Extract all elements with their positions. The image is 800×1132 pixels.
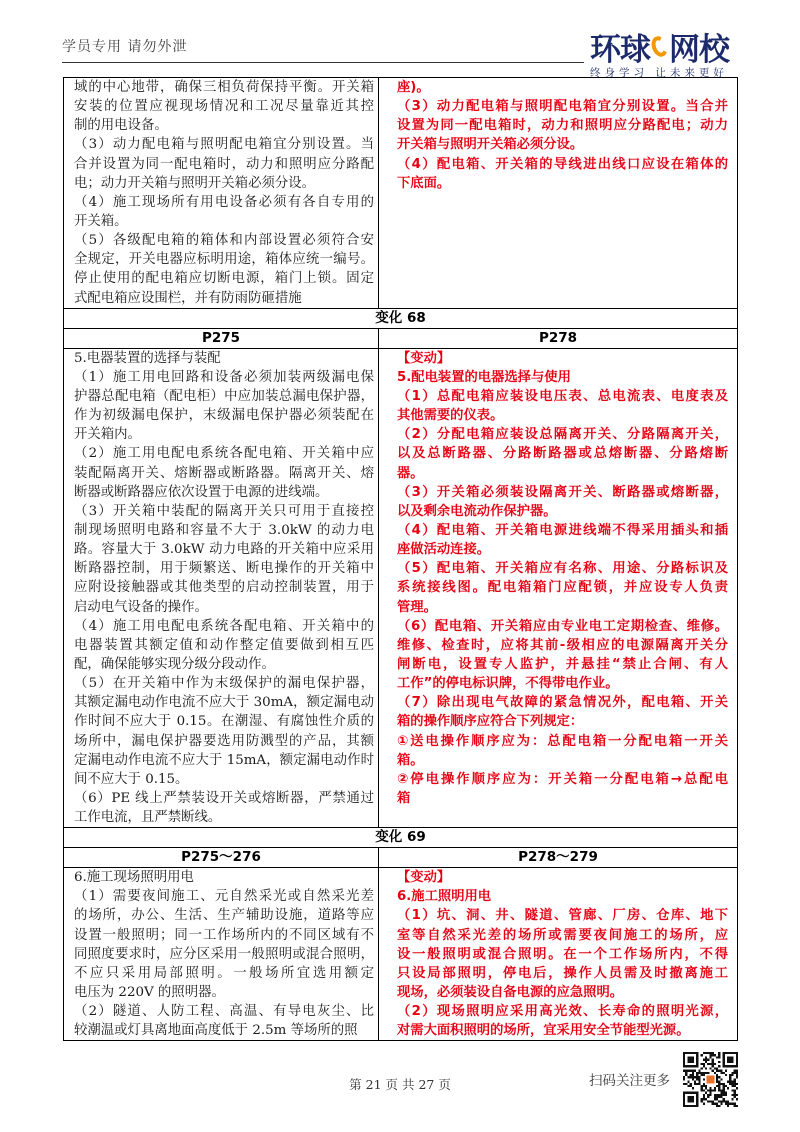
original-text-line: 同照度要求时，应分区采用一般照明或混合照明，	[74, 946, 374, 962]
original-text-line: 全规定，开关电器应标明用途，箱体应统一编号。	[74, 252, 374, 268]
original-text-line: （1）需要夜间施工、元自然采光或自然采光差	[74, 889, 374, 905]
page-ref-row	[64, 328, 737, 348]
revised-text-line: ①送电操作顺序应为：总配电箱一分配电箱一开关	[397, 733, 728, 749]
original-text-line: 间不应大于 0.15。	[74, 771, 189, 787]
revised-text-line: （7）除出现电气故障的紧急情况外，配电箱、开关	[397, 695, 728, 711]
revised-text-line: 器。	[397, 465, 424, 481]
revised-text-line: 座)。	[397, 80, 430, 95]
original-text-cell	[64, 349, 378, 828]
original-text-line: 电；动力开关箱与照明开关箱必须分设。	[74, 175, 316, 191]
original-text-line: （2）施工用电配电系统各配电箱、开关箱中应	[74, 446, 374, 462]
revised-text-cell	[378, 349, 737, 828]
revised-text-line: （3）动力配电箱与照明配电箱宜分别设置。当合并	[397, 99, 728, 115]
original-text-line: 电压为 220V 的照明器。	[74, 985, 225, 1001]
revised-text-cell	[378, 868, 737, 1040]
original-text-line: （2）隧道、人防工程、高温、有导电灰尘、比	[74, 1004, 374, 1020]
logo-ring-icon	[649, 34, 670, 59]
revised-text-line: 设置为同一配电箱时，动力和照明应分路配电；动力	[397, 118, 728, 134]
original-text-line: 设置一般照明；同一工作场所内的不同区域有不	[74, 927, 374, 943]
revised-text-line: 【变动】	[397, 350, 451, 366]
original-text-line: 合并设置为同一配电箱时，动力和照明应分路配	[74, 156, 374, 172]
revised-text-line: 只设局部照明，停电后，操作人员需及时撤离施工	[397, 965, 728, 981]
original-text-line: 配，确保能够实现分级分段动作。	[74, 656, 275, 672]
revised-text-line: （2）分配电箱应装设总隔离开关、分路隔离开关，	[397, 427, 728, 443]
revised-text-line: 以及总断路器、分路断路器或总熔断器、分路熔断	[397, 446, 728, 462]
revised-text-line: （2）现场照明应采用高光效、长寿命的照明光源，	[397, 1004, 728, 1020]
revised-text-line: ②停电操作顺序应为：开关箱一分配电箱→总配电	[397, 771, 728, 787]
revised-text-line: （6）配电箱、开关箱应由专业电工定期检查、维修。	[397, 618, 728, 634]
qr-caption: 扫码关注更多	[589, 1073, 670, 1089]
original-text-line: 安装的位置应视现场情况和工况尽量靠近其控	[74, 99, 374, 115]
old-page-ref: P275	[201, 329, 241, 346]
revised-text-line: 系统接线图。配电箱箱门应配锁，并应设专人负责	[397, 580, 728, 596]
revised-text-line: （4）配电箱、开关箱的导线进出线口应设在箱体的	[397, 156, 728, 172]
original-text-line: （5）各级配电箱的箱体和内部设置必须符合安	[74, 233, 374, 249]
original-text-line: （1）施工用电回路和设备必须加装两级漏电保	[74, 369, 374, 385]
comparison-table	[63, 77, 738, 1041]
revised-text-line: 箱的操作顺序应符合下列规定：	[397, 714, 584, 730]
section-title-row	[64, 827, 737, 847]
original-text-line: 护器总配电箱（配电柜）中应加装总漏电保护器，	[74, 388, 374, 404]
logo-name-left: 环球	[590, 31, 650, 68]
original-text-line: 路。容量大于 3.0kW 动力电路的开关箱中应采用	[74, 542, 374, 558]
original-text-line: （3）动力配电箱与照明配电箱宜分别设置。当	[74, 137, 374, 153]
revised-text-line: （1）总配电箱应装设电压表、总电流表、电度表及	[397, 388, 728, 404]
revised-text-line: （3）开关箱必须装设隔离开关、断路器或熔断器，	[397, 484, 728, 500]
section-content-row	[64, 348, 737, 828]
revised-text-line: 5.配电装置的电器选择与使用	[397, 369, 571, 385]
page-ref-row	[64, 847, 737, 867]
original-text-line: 6.施工现场照明用电	[74, 870, 194, 886]
original-text-line: （6）PE 线上严禁装设开关或熔断器，严禁通过	[74, 790, 374, 806]
original-text-cell	[64, 868, 378, 1040]
original-text-line: 开关箱。	[74, 213, 128, 229]
revised-text-line: 以及剩余电流动作保护器。	[397, 503, 557, 519]
revised-text-line: 箱	[397, 790, 411, 806]
continuation-row	[64, 78, 737, 308]
page-number: 第 21 页 共 27 页	[349, 1077, 451, 1092]
revised-text-line: 下底面。	[397, 175, 451, 191]
section-title-row	[64, 308, 737, 328]
qr-code[interactable]	[683, 1052, 738, 1107]
revised-text-line: （1）坑、洞、井、隧道、管廊、厂房、仓库、地下	[397, 908, 728, 924]
logo-tagline: 终身学习 让未来更好	[590, 67, 728, 79]
section-title: 变化 68	[375, 309, 426, 326]
revised-text-cell	[378, 78, 737, 308]
original-text-line: 应附设接触器或其他类型的启动控制装置，用于	[74, 580, 374, 596]
original-text-line: 作为初级漏电保护，末级漏电保护器必须装配在	[74, 408, 374, 424]
original-text-line: 式配电箱应设围栏，并有防雨防砸措施	[74, 290, 302, 306]
original-text-line: 5.电器装置的选择与装配	[74, 350, 221, 366]
original-text-line: 的场所，办公、生活、生产辅助设施，道路等应	[74, 908, 374, 924]
original-text-line: 开关箱内。	[74, 427, 141, 443]
revised-text-line: 现场，必须装设自备电源的应急照明。	[397, 985, 624, 1001]
original-text-cell	[64, 78, 378, 308]
original-text-line: 定漏电动作电流不应大于 15mA，额定漏电动作时	[74, 752, 374, 768]
revised-text-line: 6.施工照明用电	[397, 889, 492, 905]
original-text-line: （5）在开关箱中作为末级保护的漏电保护器，	[74, 676, 374, 692]
original-text-line: 作时间不应大于 0.15。在潮湿、有腐蚀性介质的	[74, 714, 374, 730]
revised-text-line: 对需大面积照明的场所，宜采用安全节能型光源。	[397, 1023, 690, 1039]
revised-text-line: 管理。	[397, 599, 437, 615]
original-text-line: 制现场照明电路和容量不大于 3.0kW 的动力电	[74, 522, 374, 538]
logo-name-right: 网校	[669, 31, 729, 68]
header-divider	[62, 62, 584, 63]
revised-text-line: 工作”的停电标识牌，不得带电作业。	[397, 676, 619, 692]
original-text-line: 装配隔离开关、熔断器或断路器。隔离开关、熔	[74, 465, 374, 481]
revised-text-line: 【变动】	[397, 870, 451, 886]
original-text-line: 启动电气设备的操作。	[74, 599, 208, 615]
section-content-row	[64, 867, 737, 1040]
confidential-notice: 学员专用 请勿外泄	[62, 39, 188, 55]
original-text-line: 断路器控制，用于频繁送、断电操作的开关箱中	[74, 561, 374, 577]
original-text-line: （3）开关箱中装配的隔离开关只可用于直接控	[74, 503, 374, 519]
original-text-line: 较潮温或灯具离地面高度低于 2.5m 等场所的照	[74, 1023, 358, 1039]
brand-logo	[590, 28, 738, 80]
revised-text-line: （5）配电箱、开关箱应有名称、用途、分路标识及	[397, 561, 728, 577]
revised-text-line: 闸断电，设置专人监护，并悬挂“禁止合闸、有人	[397, 656, 728, 672]
original-text-line: （4）施工用电配电系统各配电箱、开关箱中的	[74, 618, 374, 634]
revised-text-line: 开关箱与照明开关箱必须分设。	[397, 137, 584, 153]
original-text-line: 停止使用的配电箱应切断电源，箱门上锁。固定	[74, 271, 374, 287]
original-text-line: 域的中心地带，确保三相负荷保持平衡。开关箱	[74, 80, 374, 95]
original-text-line: 场所中，漏电保护器要选用防溅型的产品，其额	[74, 733, 374, 749]
revised-text-line: 室等自然采光差的场所或需要夜间施工的场所，应	[397, 927, 728, 943]
original-text-line: 不应只采用局部照明。一般场所宜选用额定	[74, 965, 374, 981]
logo-wordmark	[590, 28, 738, 68]
revised-text-line: 设一般照明或混合照明。在一个工作场所内，不得	[397, 946, 728, 962]
section-title: 变化 69	[375, 829, 426, 846]
original-text-line: 其额定漏电动作电流不应大于 30mA，额定漏电动	[74, 695, 374, 711]
qr-center-logo	[706, 1075, 714, 1083]
new-page-ref: P278～279	[378, 848, 737, 867]
original-text-line: 制的用电设备。	[74, 118, 168, 134]
new-page-ref: P278	[378, 329, 737, 348]
original-text-line: （4）施工现场所有用电设备必须有各自专用的	[74, 194, 374, 210]
revised-text-line: 座做活动连接。	[397, 542, 491, 558]
revised-text-line: （4）配电箱、开关箱电源进线端不得采用插头和插	[397, 522, 728, 538]
original-text-line: 工作电流，且严禁断线。	[74, 810, 222, 826]
revised-text-line: 其他需要的仪表。	[397, 408, 504, 424]
old-page-ref: P275～276	[181, 849, 261, 866]
revised-text-line: 维修、检查时，应将其前-级相应的电源隔离开关分	[397, 637, 728, 653]
original-text-line: 电器装置其额定值和动作整定值要做到相互匹	[74, 637, 374, 653]
revised-text-line: 箱。	[397, 752, 424, 768]
original-text-line: 断器或断路器应依次设置于电源的进线端。	[74, 484, 329, 500]
